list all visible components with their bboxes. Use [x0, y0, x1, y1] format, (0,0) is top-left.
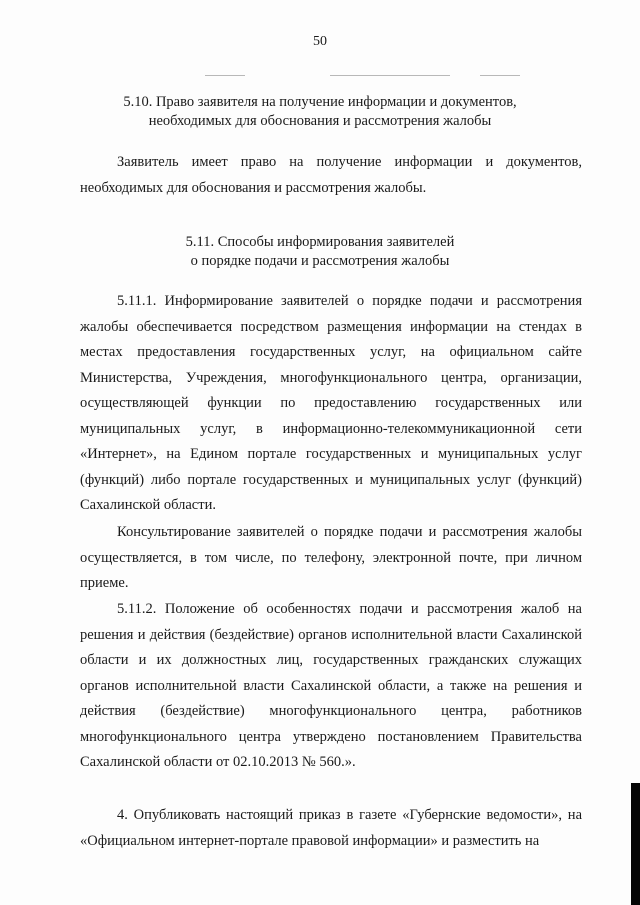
- section-5-10-heading: [0, 93, 640, 131]
- section-5-10-paragraph: Заявитель имеет право на получение информации и документов, необходимых для обоснования и рассмотрения жалобы.: [80, 154, 582, 196]
- item-4-paragraph: 4. Опубликовать настоящий приказ в газете «Губернские ведомости», на «Официальном интернет-портале правовой информации» и разместить на: [80, 807, 582, 849]
- paragraph-consultation: Консультирование заявителей о порядке подачи и рассмотрения жалобы осуществляется, в том числе, по телефону, электронной почте, при личном приеме.: [80, 524, 582, 591]
- scan-artifact: [480, 75, 520, 76]
- section-5-10-heading-line2: необходимых для обоснования и рассмотрения жалобы: [148, 113, 492, 129]
- scan-artifact: [330, 75, 450, 76]
- section-5-11-heading-line1: 5.11. Способы информирования заявителей: [185, 234, 455, 250]
- scan-artifact: [205, 75, 245, 76]
- section-5-11-heading-line2: о порядке подачи и рассмотрения жалобы: [190, 253, 450, 269]
- page-number: 50: [313, 34, 327, 49]
- paragraph-5-11-1: 5.11.1. Информирование заявителей о порядке подачи и рассмотрения жалобы обеспечивается посредством размещения информации на стендах в местах предоставления государственных услуг, на официальном сайте Министерства, Учреждения, многофункционального центра, организации, осуществляющей функции по предоставлению государственных или муниципальных услуг, в информационно-телекоммуникационной сети «Интернет», на Едином портале государственных и муниципальных услуг (функций) либо портале государственных и муниципальных услуг (функций) Сахалинской области.: [80, 293, 582, 513]
- scan-edge-bar: [631, 783, 640, 905]
- section-5-11-heading: [0, 233, 640, 271]
- paragraph-5-11-2: 5.11.2. Положение об особенностях подачи и рассмотрения жалоб на решения и действия (бездействие) органов исполнительной власти Сахалинской области и их должностных лиц, государственных гражданских служащих органов исполнительной власти Сахалинской области, а также на решения и действия (бездействие) многофункционального центра, работников многофункционального центра утверждено постановлением Правительства Сахалинской области от 02.10.2013 № 560.».: [80, 601, 582, 770]
- section-5-10-heading-line1: 5.10. Право заявителя на получение информации и документов,: [123, 94, 517, 110]
